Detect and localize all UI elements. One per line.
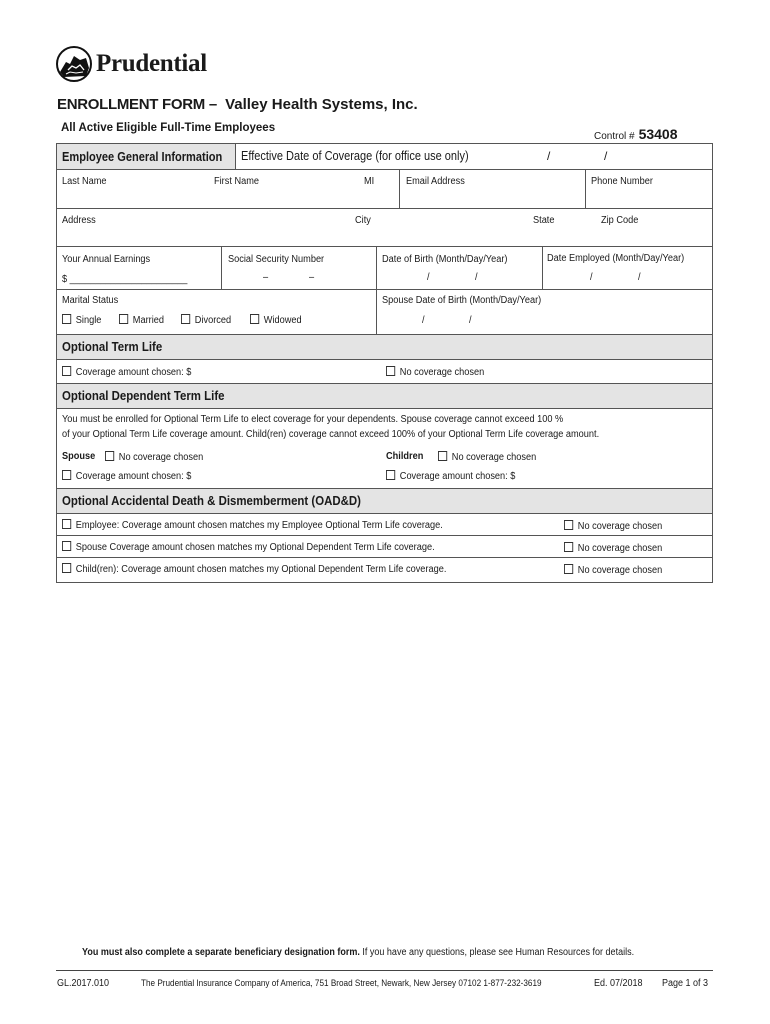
general-info-heading-row bbox=[57, 144, 712, 170]
rock-logo-icon bbox=[56, 46, 92, 82]
children-coverage-checkbox[interactable] bbox=[386, 470, 395, 480]
edition: Ed. 07/2018 bbox=[594, 978, 643, 989]
term-life-heading: Optional Term Life bbox=[57, 335, 712, 360]
oadd-employee-no-coverage-option[interactable]: No coverage chosen bbox=[564, 520, 662, 532]
phone-field[interactable]: Phone Number bbox=[585, 170, 712, 208]
spouse-label: Spouse bbox=[62, 451, 96, 462]
footer-divider bbox=[56, 970, 713, 971]
oadd-children-checkbox[interactable] bbox=[62, 563, 71, 573]
form-subtitle: All Active Eligible Full-Time Employees bbox=[61, 122, 276, 134]
beneficiary-note: You must also complete a separate beneficiary designation form. If you have any questions, please see Human Resources for details. bbox=[82, 947, 635, 958]
first-name-field[interactable]: First Name bbox=[214, 176, 259, 187]
page-number: Page 1 of 3 bbox=[662, 978, 709, 989]
oadd-spouse-row bbox=[57, 536, 712, 558]
company-address: The Prudential Insurance Company of America, 751 Broad Street, Newark, New Jersey 07102 1-877-232-3619 bbox=[141, 978, 542, 989]
spouse-no-coverage-checkbox[interactable] bbox=[105, 451, 114, 461]
married-checkbox[interactable] bbox=[119, 314, 128, 324]
marital-status-field: Marital Status Single Married Divorced Widowed bbox=[62, 295, 302, 326]
term-life-no-coverage-option[interactable]: No coverage chosen bbox=[386, 366, 484, 378]
dependent-life-row bbox=[57, 409, 712, 489]
form-code: GL.2017.010 bbox=[57, 978, 110, 989]
widowed-checkbox[interactable] bbox=[250, 314, 259, 324]
general-info-heading: Employee General Information bbox=[57, 144, 235, 169]
oadd-spouse-checkbox[interactable] bbox=[62, 541, 71, 551]
children-no-coverage-checkbox[interactable] bbox=[438, 451, 447, 461]
spouse-no-coverage-option[interactable]: No coverage chosen bbox=[105, 451, 203, 463]
date-employed-field[interactable]: Date Employed (Month/Day/Year) / / bbox=[542, 247, 712, 289]
divorced-checkbox[interactable] bbox=[181, 314, 190, 324]
dependent-note-line1: You must be enrolled for Optional Term Life to elect coverage for your dependents. Spouse coverage cannot exceed 100 % bbox=[62, 414, 564, 425]
dependent-life-heading: Optional Dependent Term Life bbox=[57, 384, 712, 409]
ssn-field[interactable]: Social Security Number – – bbox=[221, 247, 376, 289]
control-label: Control # bbox=[594, 131, 635, 142]
term-life-coverage-checkbox[interactable] bbox=[62, 366, 71, 376]
oadd-employee-checkbox[interactable] bbox=[62, 519, 71, 529]
earnings-row bbox=[57, 247, 712, 290]
spouse-coverage-option[interactable]: Coverage amount chosen: $ bbox=[62, 470, 191, 482]
brand-name: Prudential bbox=[96, 50, 207, 77]
prudential-logo bbox=[56, 44, 207, 84]
oadd-employee-no-coverage-checkbox[interactable] bbox=[564, 520, 573, 530]
zip-field[interactable]: Zip Code bbox=[601, 215, 639, 226]
effective-date-field[interactable]: Effective Date of Coverage (for office use only) / / bbox=[235, 144, 712, 169]
annual-earnings-field[interactable]: Your Annual Earnings $ _______________________ bbox=[62, 254, 188, 285]
oadd-employee-row bbox=[57, 514, 712, 536]
marital-married-option[interactable]: Married bbox=[119, 314, 164, 326]
term-life-no-coverage-checkbox[interactable] bbox=[386, 366, 395, 376]
oadd-heading: Optional Accidental Death & Dismemberment (OAD&D) bbox=[57, 489, 712, 514]
mi-field[interactable]: MI bbox=[364, 176, 375, 187]
oadd-spouse-no-coverage-checkbox[interactable] bbox=[564, 542, 573, 552]
single-checkbox[interactable] bbox=[62, 314, 71, 324]
oadd-spouse-option[interactable]: Spouse Coverage amount chosen matches my Optional Dependent Term Life coverage. bbox=[62, 541, 435, 553]
name-row bbox=[57, 170, 712, 209]
control-value: 53408 bbox=[638, 126, 678, 142]
spouse-coverage-checkbox[interactable] bbox=[62, 470, 71, 480]
email-field[interactable]: Email Address bbox=[399, 170, 585, 208]
enrollment-form bbox=[56, 143, 713, 583]
spouse-dob-field[interactable]: Spouse Date of Birth (Month/Day/Year) / / bbox=[376, 290, 712, 334]
address-row bbox=[57, 209, 712, 247]
oadd-children-no-coverage-option[interactable]: No coverage chosen bbox=[564, 564, 662, 576]
marital-widowed-option[interactable]: Widowed bbox=[250, 314, 302, 326]
dependent-note-line2: of your Optional Term Life coverage amount. Child(ren) coverage cannot exceed 100% of your Optional Term Life coverage amount. bbox=[62, 429, 600, 440]
oadd-spouse-no-coverage-option[interactable]: No coverage chosen bbox=[564, 542, 662, 554]
last-name-field[interactable]: Last Name bbox=[62, 176, 107, 187]
oadd-children-option[interactable]: Child(ren): Coverage amount chosen matches my Optional Dependent Term Life coverage. bbox=[62, 563, 446, 575]
children-no-coverage-option[interactable]: No coverage chosen bbox=[438, 451, 536, 463]
title-part2: Valley Health Systems, Inc. bbox=[225, 96, 418, 113]
city-field[interactable]: City bbox=[355, 215, 371, 226]
oadd-children-row bbox=[57, 558, 712, 582]
marital-row bbox=[57, 290, 712, 335]
term-life-row bbox=[57, 360, 712, 384]
children-label: Children bbox=[386, 451, 424, 462]
term-life-coverage-option[interactable]: Coverage amount chosen: $ bbox=[62, 366, 191, 378]
marital-divorced-option[interactable]: Divorced bbox=[181, 314, 231, 326]
state-field[interactable]: State bbox=[533, 215, 555, 226]
dob-field[interactable]: Date of Birth (Month/Day/Year) / / bbox=[376, 247, 542, 289]
oadd-employee-option[interactable]: Employee: Coverage amount chosen matches my Employee Optional Term Life coverage. bbox=[62, 519, 443, 531]
address-field[interactable]: Address bbox=[62, 215, 96, 226]
children-coverage-option[interactable]: Coverage amount chosen: $ bbox=[386, 470, 515, 482]
control-number bbox=[594, 126, 678, 142]
title-part1: ENROLLMENT FORM – bbox=[57, 96, 217, 113]
marital-single-option[interactable]: Single bbox=[62, 314, 101, 326]
form-title bbox=[57, 96, 418, 113]
oadd-children-no-coverage-checkbox[interactable] bbox=[564, 564, 573, 574]
